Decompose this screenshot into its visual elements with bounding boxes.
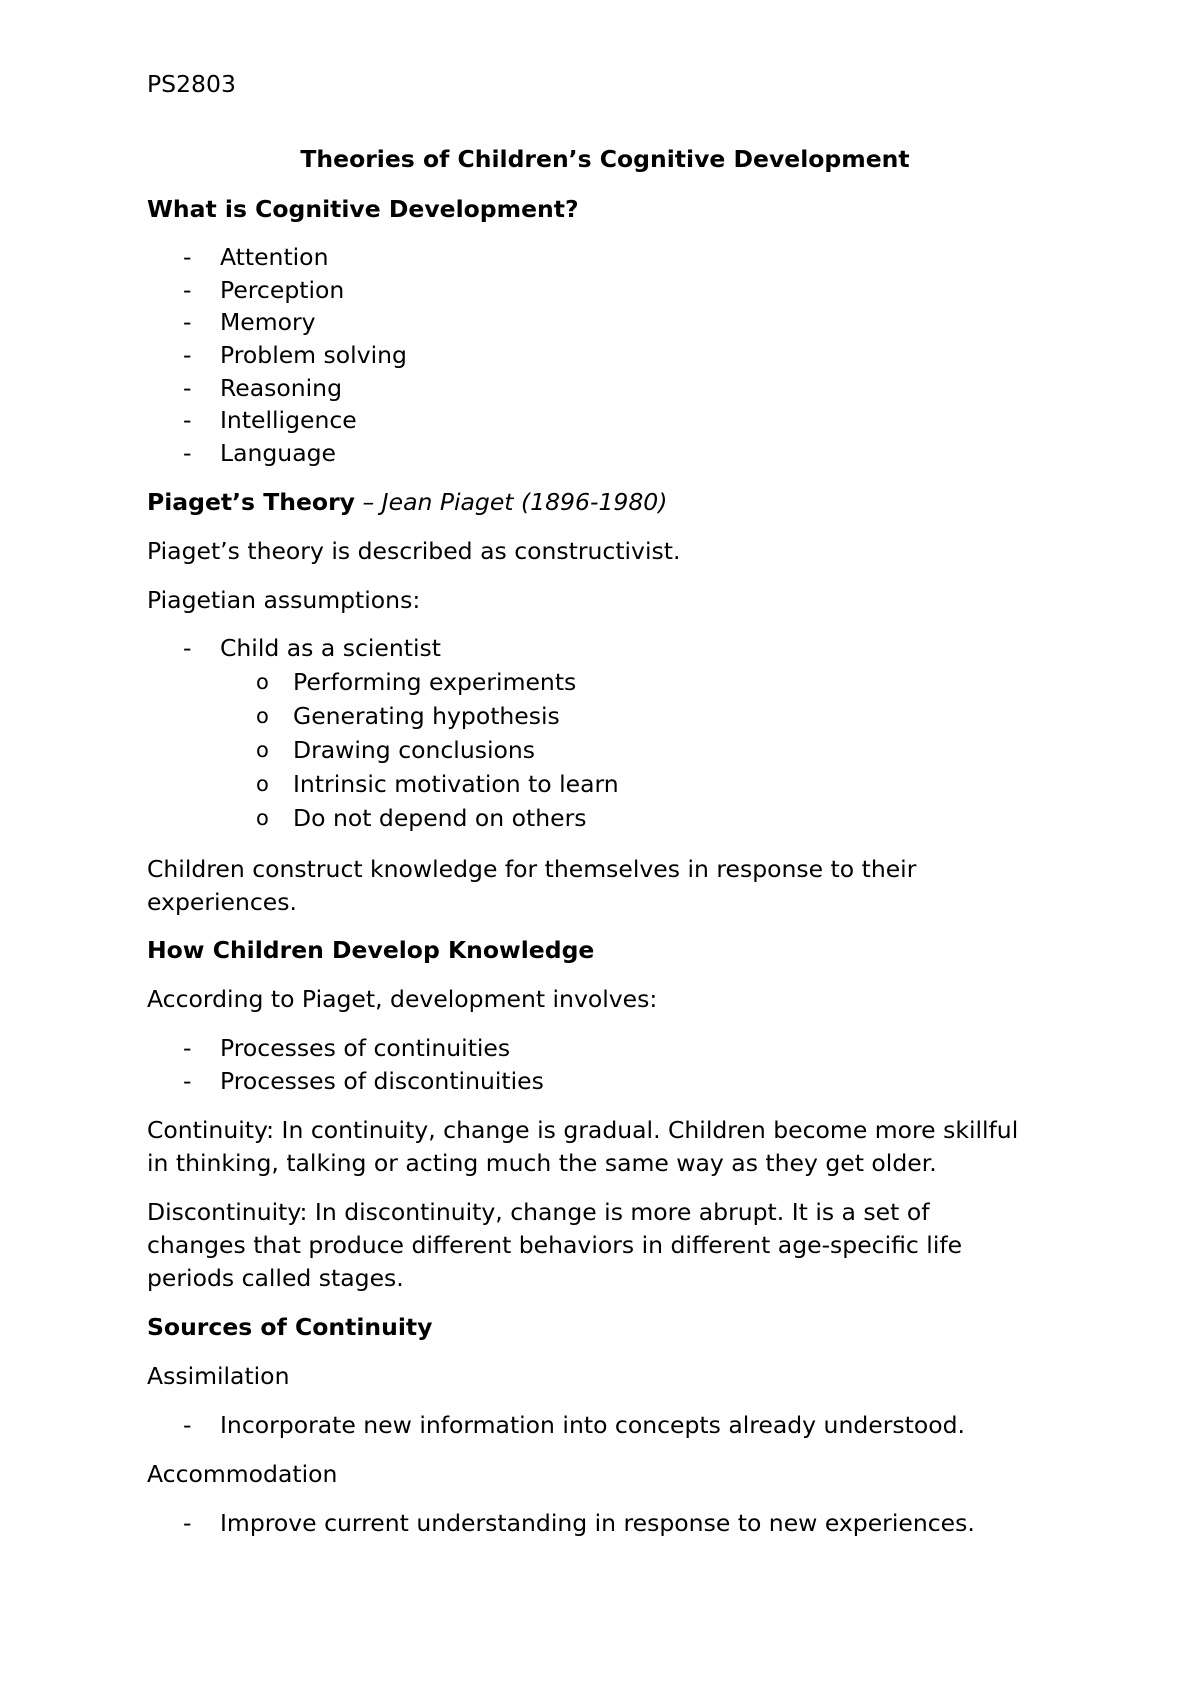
list-item: Memory: [220, 308, 316, 336]
paragraph-line: periods called stages.: [147, 1264, 404, 1292]
paragraph-line: changes that produce different behaviors in different age-specific life: [147, 1231, 963, 1259]
paragraph-line: Continuity: In continuity, change is gradual. Children become more skillful: [147, 1116, 1019, 1144]
sub-bullet: o: [256, 738, 269, 762]
heading-piaget-italic: – Jean Piaget (1896-1980): [354, 488, 668, 516]
list-bullet: -: [183, 308, 192, 336]
sub-list-item: Intrinsic motivation to learn: [293, 770, 619, 798]
paragraph-line: Discontinuity: In discontinuity, change is more abrupt. It is a set of: [147, 1198, 930, 1226]
list-bullet: -: [183, 243, 192, 271]
assimilation-label: Assimilation: [147, 1362, 290, 1390]
list-bullet: -: [183, 341, 192, 369]
list-bullet: -: [183, 1034, 192, 1062]
heading-piaget-theory: [147, 486, 667, 519]
heading-develop-knowledge: How Children Develop Knowledge: [147, 936, 595, 964]
list-bullet: -: [183, 406, 192, 434]
accommodation-label: Accommodation: [147, 1460, 338, 1488]
sub-list-item: Drawing conclusions: [293, 736, 536, 764]
sub-list-item: Do not depend on others: [293, 804, 587, 832]
list-bullet: -: [183, 1509, 192, 1537]
sub-list-item: Generating hypothesis: [293, 702, 560, 730]
document-title: Theories of Children’s Cognitive Development: [300, 145, 910, 173]
sub-bullet: o: [256, 806, 269, 830]
list-item: Incorporate new information into concepts already understood.: [220, 1411, 965, 1439]
list-bullet: -: [183, 1067, 192, 1095]
list-item: Improve current understanding in response to new experiences.: [220, 1509, 975, 1537]
list-bullet: -: [183, 276, 192, 304]
paragraph-line: Children construct knowledge for themselves in response to their: [147, 855, 917, 883]
list-item: Reasoning: [220, 374, 342, 402]
list-item: Language: [220, 439, 336, 467]
list-item: Child as a scientist: [220, 634, 441, 662]
sub-list-item: Performing experiments: [293, 668, 577, 696]
sub-bullet: o: [256, 704, 269, 728]
paragraph: Piaget’s theory is described as constructivist.: [147, 537, 681, 565]
list-bullet: -: [183, 634, 192, 662]
list-bullet: -: [183, 1411, 192, 1439]
paragraph-line: in thinking, talking or acting much the same way as they get older.: [147, 1149, 937, 1177]
list-item: Processes of discontinuities: [220, 1067, 544, 1095]
sub-bullet: o: [256, 670, 269, 694]
sub-bullet: o: [256, 772, 269, 796]
list-item: Perception: [220, 276, 345, 304]
course-code: PS2803: [147, 70, 236, 98]
list-item: Processes of continuities: [220, 1034, 511, 1062]
list-item: Intelligence: [220, 406, 357, 434]
paragraph-line: experiences.: [147, 888, 297, 916]
list-bullet: -: [183, 439, 192, 467]
heading-sources-continuity: Sources of Continuity: [147, 1313, 433, 1341]
list-bullet: -: [183, 374, 192, 402]
heading-piaget-bold: Piaget’s Theory: [147, 488, 355, 516]
list-item: Problem solving: [220, 341, 407, 369]
paragraph: Piagetian assumptions:: [147, 586, 421, 614]
heading-cognitive-development: What is Cognitive Development?: [147, 195, 579, 223]
paragraph: According to Piaget, development involves:: [147, 985, 658, 1013]
list-item: Attention: [220, 243, 329, 271]
